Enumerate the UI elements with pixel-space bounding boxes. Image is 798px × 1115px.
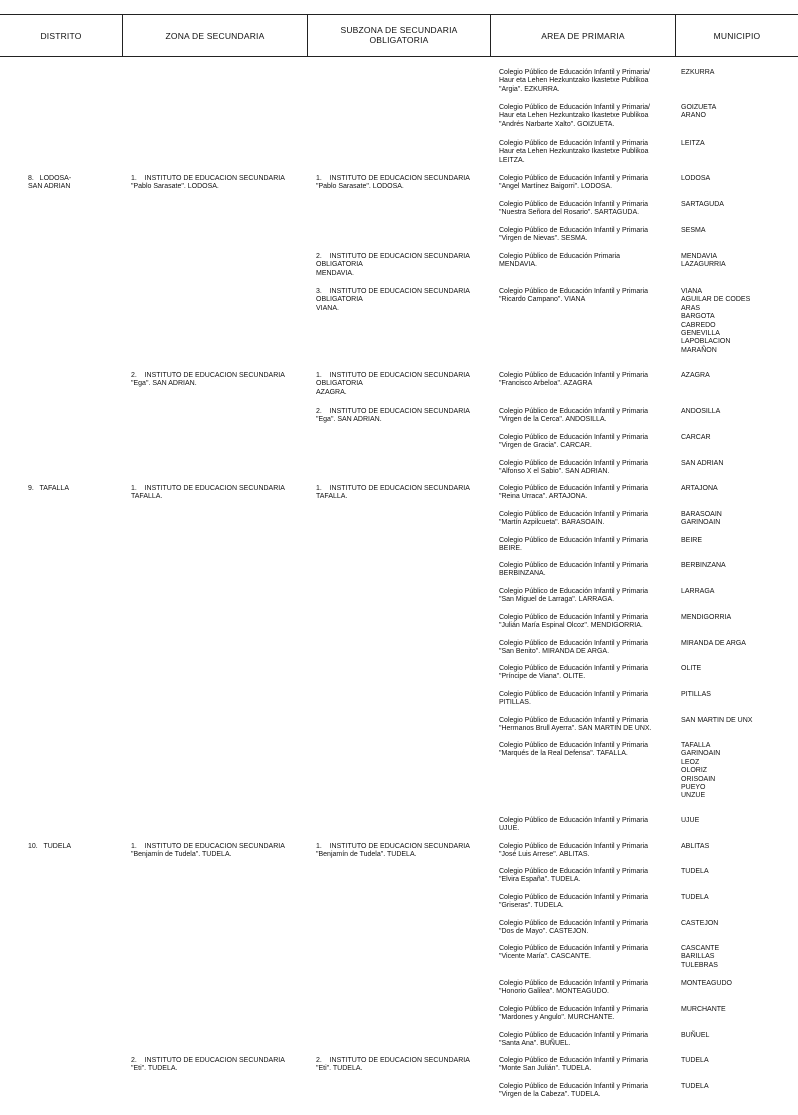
area-cell: Colegio Público de Educación Infantil y Primaria PITILLAS. — [499, 691, 649, 707]
municipio-cell: MONTEAGUDO — [681, 980, 732, 987]
area-cell: Colegio Público de Educación Infantil y Primaria "Virgen de la Cabeza". TUDELA. — [499, 1083, 649, 1099]
area-cell: Colegio Público de Educación Infantil y Primaria "Mardones y Angulo". MURCHANTE. — [499, 1006, 649, 1022]
municipio-cell: MIRANDA DE ARGA — [681, 640, 746, 647]
subzona-cell: 2. INSTITUTO DE EDUCACION SECUNDARIA OBLIGATORIA MENDAVIA. — [316, 253, 470, 277]
municipio-cell: UJUE — [681, 817, 700, 824]
municipio-cell: BARASOAIN GARINOAIN — [681, 511, 722, 527]
header-distrito: DISTRITO — [40, 31, 82, 41]
header-subzona: SUBZONA DE SECUNDARIA OBLIGATORIA — [340, 25, 458, 45]
municipio-cell: LEITZA — [681, 140, 705, 147]
area-cell: Colegio Público de Educación Infantil y Primaria "Vicente María". CASCANTE. — [499, 945, 649, 961]
header-area: AREA DE PRIMARIA — [541, 31, 625, 41]
distrito-cell: 8. LODOSA- SAN ADRIAN — [28, 175, 72, 191]
area-cell: Colegio Público de Educación Infantil y Primaria "Monte San Julián". TUDELA. — [499, 1057, 649, 1073]
municipio-cell: ABLITAS — [681, 843, 710, 850]
municipio-cell: ANDOSILLA — [681, 408, 721, 415]
municipio-cell: PITILLAS — [681, 691, 711, 698]
zona-cell: 2. INSTITUTO DE EDUCACION SECUNDARIA "Eti". TUDELA. — [131, 1057, 285, 1073]
municipio-cell: TUDELA — [681, 894, 709, 901]
area-cell: Colegio Público de Educación Infantil y Primaria "Martín Azpilcueta". BARASOAIN. — [499, 511, 649, 527]
zona-cell: 1. INSTITUTO DE EDUCACION SECUNDARIA "Pablo Sarasate". LODOSA. — [131, 175, 285, 191]
municipio-cell: BUÑUEL — [681, 1032, 710, 1039]
area-cell: Colegio Público de Educación Infantil y Primaria "Santa Ana". BUÑUEL. — [499, 1032, 649, 1048]
municipio-cell: OLITE — [681, 665, 702, 672]
area-cell: Colegio Público de Educación Infantil y Primaria "Dos de Mayo". CASTEJON. — [499, 920, 649, 936]
municipio-cell: ARTAJONA — [681, 485, 718, 492]
header-zona: ZONA DE SECUNDARIA — [165, 31, 265, 41]
municipio-cell: BEIRE — [681, 537, 703, 544]
distrito-cell: 9. TAFALLA — [28, 485, 69, 492]
subzona-cell: 1. INSTITUTO DE EDUCACION SECUNDARIA OBLIGATORIA AZAGRA. — [316, 372, 470, 396]
area-cell: Colegio Público de Educación Infantil y Primaria UJUE. — [499, 817, 649, 833]
area-cell: Colegio Público de Educación Infantil y Primaria BERBINZANA. — [499, 562, 649, 578]
municipio-cell: AZAGRA — [681, 372, 710, 379]
zona-cell: 1. INSTITUTO DE EDUCACION SECUNDARIA TAFALLA. — [131, 485, 285, 501]
area-cell: Colegio Público de Educación Infantil y Primaria BEIRE. — [499, 537, 649, 553]
area-cell: Colegio Público de Educación Infantil y Primaria/ Haur eta Lehen Hezkuntzako Ikastetxe Publikoa "Argia". EZKURRA. — [499, 69, 650, 93]
municipio-cell: MENDIGORRIA — [681, 614, 732, 621]
municipio-cell: VIANA AGUILAR DE CODES ARAS BARGOTA CABREDO GENEVILLA LAPOBLACION MARAÑON — [681, 288, 751, 354]
municipio-cell: LARRAGA — [681, 588, 715, 595]
distrito-cell: 10. TUDELA — [28, 843, 72, 850]
subzona-cell: 1. INSTITUTO DE EDUCACION SECUNDARIA "Benjamín de Tudela". TUDELA. — [316, 843, 470, 859]
area-cell: Colegio Público de Educación Infantil y Primaria "Francisco Arbeloa". AZAGRA — [499, 372, 649, 388]
area-cell: Colegio Público de Educación Infantil y Primaria "Angel Martínez Baigorri". LODOSA. — [499, 175, 649, 191]
area-cell: Colegio Público de Educación Infantil y Primaria "Marqués de la Real Defensa". TAFALLA. — [499, 742, 649, 758]
municipio-cell: SAN MARTIN DE UNX — [681, 717, 753, 724]
municipio-cell: MENDAVIA LAZAGURRIA — [681, 253, 726, 269]
header-municipio: MUNICIPIO — [713, 31, 761, 41]
header-bottom-rule — [0, 56, 798, 57]
area-cell: Colegio Público de Educación Infantil y Primaria "Nuestra Señora del Rosario". SARTAGUDA. — [499, 201, 649, 217]
area-cell: Colegio Público de Educación Infantil y Primaria Haur eta Lehen Hezkuntzako Ikastetxe Publikoa LEITZA. — [499, 140, 649, 164]
municipio-cell: MURCHANTE — [681, 1006, 726, 1013]
area-cell: Colegio Público de Educación Infantil y Primaria "José Luis Arrese". ABLITAS. — [499, 843, 649, 859]
area-cell: Colegio Público de Educación Infantil y Primaria "Ricardo Campano". VIANA — [499, 288, 649, 304]
subzona-cell: 2. INSTITUTO DE EDUCACION SECUNDARIA "Ega". SAN ADRIAN. — [316, 408, 470, 424]
area-cell: Colegio Público de Educación Infantil y Primaria "Virgen de Nievas". SESMA. — [499, 227, 649, 243]
municipio-cell: BERBINZANA — [681, 562, 726, 569]
municipio-cell: CASTEJON — [681, 920, 719, 927]
municipio-cell: TUDELA — [681, 1057, 709, 1064]
area-cell: Colegio Público de Educación Infantil y Primaria "San Miguel de Larraga". LARRAGA. — [499, 588, 649, 604]
municipio-cell: LODOSA — [681, 175, 711, 182]
municipio-cell: SESMA — [681, 227, 706, 234]
area-cell: Colegio Público de Educación Infantil y Primaria/ Haur eta Lehen Hezkuntzako Ikastetxe Publikoa "Andrés Narbarte Xalto". GOIZUETA. — [499, 104, 650, 128]
zona-cell: 2. INSTITUTO DE EDUCACION SECUNDARIA "Ega". SAN ADRIAN. — [131, 372, 285, 388]
subzona-cell: 3. INSTITUTO DE EDUCACION SECUNDARIA OBLIGATORIA VIANA. — [316, 288, 470, 312]
municipio-cell: CASCANTE BARILLAS TULEBRAS — [681, 945, 720, 969]
area-cell: Colegio Público de Educación Infantil y Primaria "Elvira España". TUDELA. — [499, 868, 649, 884]
area-cell: Colegio Público de Educación Infantil y Primaria "Virgen de Gracia". CARCAR. — [499, 434, 649, 450]
subzona-cell: 1. INSTITUTO DE EDUCACION SECUNDARIA TAFALLA. — [316, 485, 470, 501]
municipio-cell: TUDELA — [681, 868, 709, 875]
area-cell: Colegio Público de Educación Infantil y Primaria "Alfonso X el Sabio". SAN ADRIAN. — [499, 460, 649, 476]
area-cell: Colegio Público de Educación Infantil y Primaria "Griseras". TUDELA. — [499, 894, 649, 910]
area-cell: Colegio Público de Educación Infantil y Primaria "Julián María Espinal Olcoz". MENDIGORRIA. — [499, 614, 649, 630]
subzona-cell: 1. INSTITUTO DE EDUCACION SECUNDARIA "Pablo Sarasate". LODOSA. — [316, 175, 470, 191]
subzona-cell: 2. INSTITUTO DE EDUCACION SECUNDARIA "Eti". TUDELA. — [316, 1057, 470, 1073]
header-top-rule — [0, 14, 798, 15]
municipio-cell: SARTAGUDA — [681, 201, 724, 208]
municipio-cell: TUDELA — [681, 1083, 709, 1090]
area-cell: Colegio Público de Educación Primaria MENDAVIA. — [499, 253, 621, 269]
area-cell: Colegio Público de Educación Infantil y Primaria "Hermanos Brull Ayerra". SAN MARTIN DE UNX. — [499, 717, 652, 733]
municipio-cell: TAFALLA GARINOAIN LEOZ OLORIZ ORISOAIN PUEYO UNZUE — [681, 742, 721, 800]
area-cell: Colegio Público de Educación Infantil y Primaria "Virgen de la Cerca". ANDOSILLA. — [499, 408, 649, 424]
area-cell: Colegio Público de Educación Infantil y Primaria "San Benito". MIRANDA DE ARGA. — [499, 640, 649, 656]
municipio-cell: EZKURRA — [681, 69, 715, 76]
municipio-cell: SAN ADRIAN — [681, 460, 724, 467]
area-cell: Colegio Público de Educación Infantil y Primaria "Príncipe de Viana". OLITE. — [499, 665, 649, 681]
municipio-cell: CARCAR — [681, 434, 711, 441]
municipio-cell: GOIZUETA ARANO — [681, 104, 717, 120]
zona-cell: 1. INSTITUTO DE EDUCACION SECUNDARIA "Benjamín de Tudela". TUDELA. — [131, 843, 285, 859]
area-cell: Colegio Público de Educación Infantil y Primaria "Honorio Galilea". MONTEAGUDO. — [499, 980, 649, 996]
area-cell: Colegio Público de Educación Infantil y Primaria "Reina Urraca". ARTAJONA. — [499, 485, 649, 501]
